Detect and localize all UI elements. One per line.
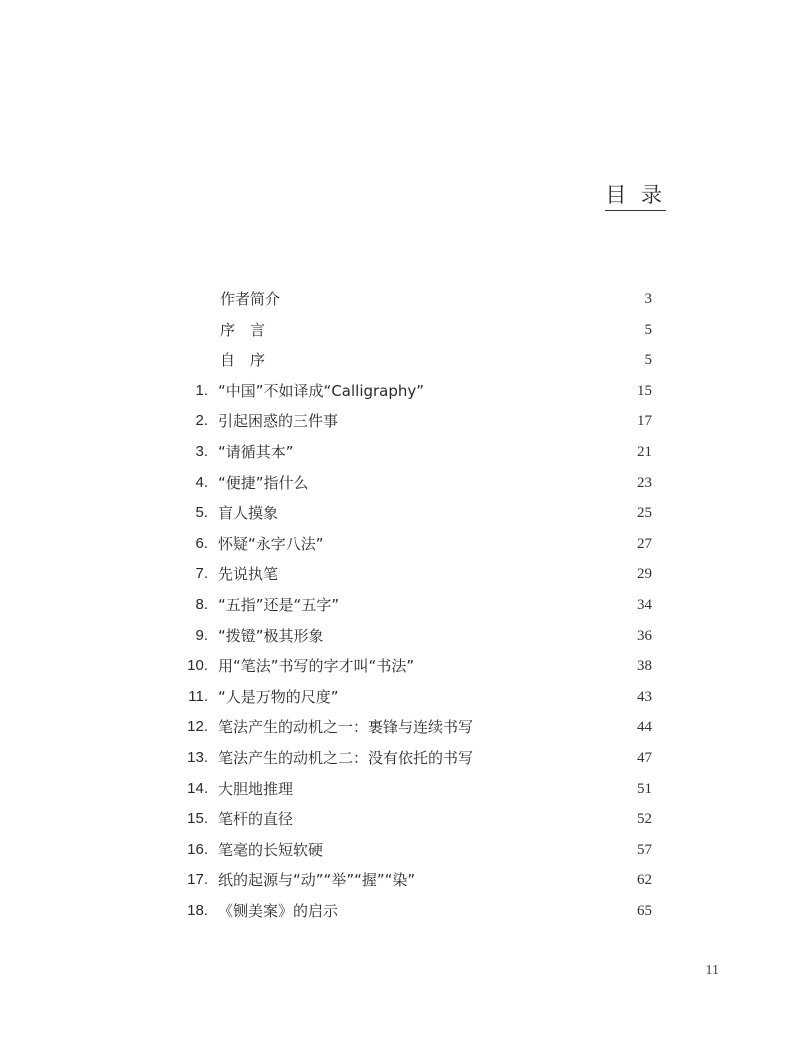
toc-entry-title: 怀疑“永字八法” [218,534,324,553]
toc-entry-number: 12. [187,718,208,736]
toc-entry-number: 1. [195,381,208,399]
toc-entry[interactable] [180,712,652,743]
toc-entry-title: 自 序 [220,351,266,370]
toc-entry-number: 2. [195,412,208,430]
toc-entry-number: 13. [187,748,208,766]
toc-entry[interactable] [180,865,652,896]
toc-entry-page: 36 [637,627,652,644]
toc-entry-page: 65 [637,902,652,919]
toc-entry-page: 27 [637,535,652,552]
toc-entry[interactable] [180,651,652,682]
toc-entry-page: 62 [637,872,652,889]
toc-entry-page: 23 [637,474,652,491]
toc-entry-title: 先说执笔 [218,565,279,584]
toc-entry[interactable] [180,774,652,805]
toc-entry[interactable] [180,896,652,927]
toc-entry-number: 16. [187,840,208,858]
toc-entry[interactable] [180,345,652,376]
toc-entry-page: 38 [637,658,652,675]
toc-entry-page: 34 [637,596,652,613]
toc-entry-title: “请循其本” [218,442,294,461]
toc-entry-page: 57 [637,841,652,858]
toc-entry-title: 用“笔法”书写的字才叫“书法” [218,657,415,676]
toc-entry[interactable] [180,559,652,590]
toc-entry-title: “中国”不如译成“Calligraphy” [218,381,425,400]
toc-entry-title: 笔法产生的动机之一：裹锋与连续书写 [218,718,474,737]
toc-entry[interactable] [180,835,652,866]
page-number: 11 [705,963,719,978]
toc-entry[interactable] [180,376,652,407]
toc-entry-number: 18. [187,901,208,919]
toc-heading: 目 录 [605,182,666,211]
toc-entry-number: 17. [187,871,208,889]
toc-entry-page: 51 [637,780,652,797]
toc-entry-number: 9. [195,626,208,644]
toc-entry-number: 3. [195,442,208,460]
toc-entry[interactable] [180,468,652,499]
toc-entry[interactable] [180,590,652,621]
toc-entry-title: 序 言 [220,320,266,339]
toc-entry[interactable] [180,743,652,774]
toc-entry[interactable] [180,621,652,652]
toc-entry-page: 44 [637,719,652,736]
toc-entry-number: 6. [195,534,208,552]
toc-entry-title: “拨镫”极其形象 [218,626,324,645]
toc-entry[interactable] [180,804,652,835]
toc-entry-page: 5 [644,321,652,338]
toc-entry-page: 25 [637,505,652,522]
toc-entry-page: 43 [637,688,652,705]
table-of-contents [180,284,652,926]
toc-entry-number: 8. [195,595,208,613]
toc-entry-page: 5 [644,352,652,369]
toc-entry-title: 《铡美案》的启示 [218,901,339,920]
toc-entry-title: 笔杆的直径 [218,810,294,829]
toc-entry-title: 盲人摸象 [218,504,279,523]
toc-entry-page: 17 [637,413,652,430]
toc-entry-page: 3 [644,291,652,307]
toc-entry[interactable] [180,498,652,529]
toc-entry-title: 笔法产生的动机之二：没有依托的书写 [218,748,474,767]
toc-entry-title: 引起困惑的三件事 [218,412,339,431]
toc-entry-title: “五指”还是“五字” [218,595,340,614]
toc-entry-number: 15. [187,810,208,828]
toc-entry-number: 11. [188,687,208,705]
toc-entry-title: 笔毫的长短软硬 [218,840,324,859]
toc-entry-number: 7. [195,565,208,583]
toc-entry-number: 14. [187,779,208,797]
toc-entry-title: 大胆地推理 [218,779,294,798]
toc-entry[interactable] [180,406,652,437]
toc-entry-title: “人是万物的尺度” [218,687,339,706]
toc-entry-title: “便捷”指什么 [218,473,309,492]
toc-entry[interactable] [180,315,652,346]
toc-entry-page: 21 [637,443,652,460]
toc-entry-page: 52 [637,811,652,828]
toc-entry-page: 15 [637,382,652,399]
toc-entry[interactable] [180,682,652,713]
toc-entry-title: 作者简介 [220,290,281,308]
toc-entry-number: 10. [187,657,208,675]
toc-entry-number: 4. [195,473,208,491]
toc-entry-title: 纸的起源与“动”“举”“握”“染” [218,871,416,890]
toc-entry-number: 5. [195,504,208,522]
toc-entry-page: 29 [637,566,652,583]
toc-entry[interactable] [180,437,652,468]
toc-entry[interactable] [180,529,652,560]
toc-entry[interactable] [180,284,652,315]
toc-entry-page: 47 [637,749,652,766]
